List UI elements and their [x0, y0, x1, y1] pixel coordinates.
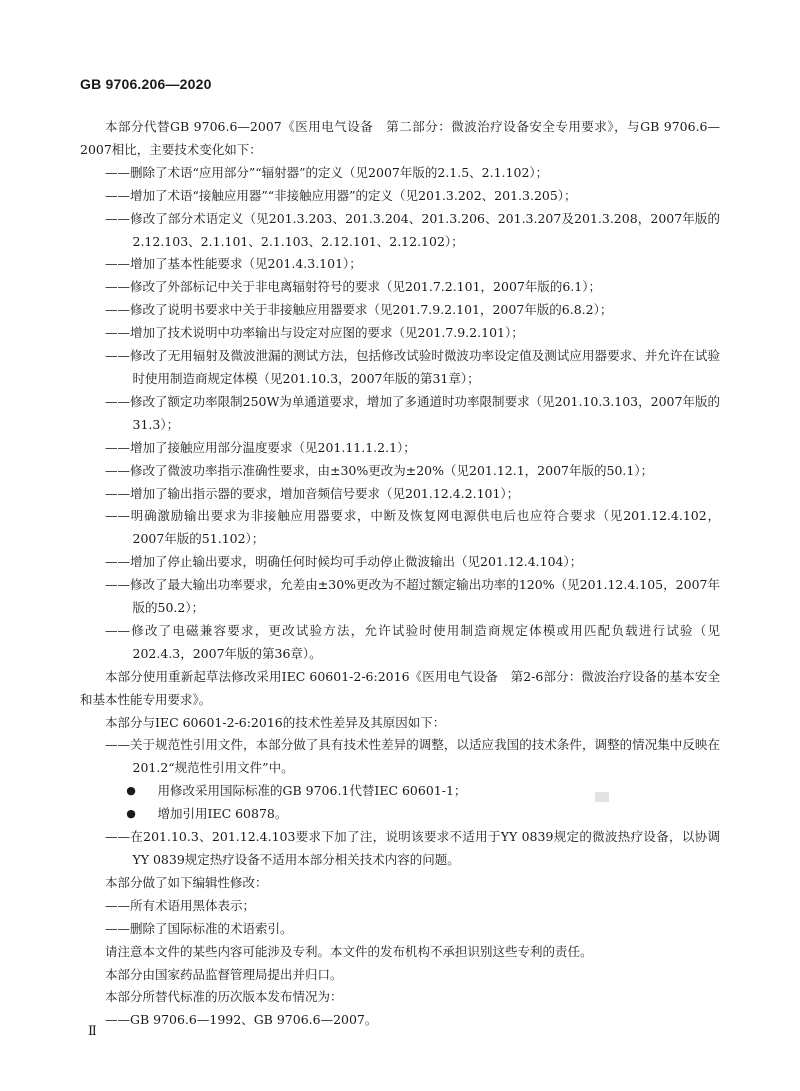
dash-mark: —— [105, 164, 130, 180]
change-item [80, 208, 720, 254]
dash-mark: —— [105, 325, 130, 341]
dash-mark: —— [105, 508, 130, 524]
change-item [80, 483, 720, 506]
editorial-item-text: 删除了国际标准的术语索引。 [130, 920, 293, 936]
change-item-text: 增加了接触应用部分温度要求（见201.11.1.2.1）； [130, 439, 416, 455]
change-item-text: 修改了说明书要求中关于非接触应用器要求（见201.7.9.2.101，2007年版的6.8.2）； [130, 302, 613, 318]
dash-mark: —— [105, 210, 130, 226]
diff-intro: 本部分与IEC 60601-2-6:2016的技术性差异及其原因如下： [105, 714, 446, 730]
foreword-body [80, 116, 720, 1032]
change-item [80, 391, 720, 437]
diff-bullet-item [80, 780, 720, 803]
dash-mark: —— [105, 577, 130, 593]
change-item-text: 增加了技术说明中功率输出与设定对应图的要求（见201.7.9.2.101）； [130, 325, 524, 341]
page-number: Ⅱ [88, 1024, 97, 1039]
standard-code: GB 9706.206—2020 [80, 76, 212, 92]
dash-mark: —— [105, 302, 130, 318]
dash-mark: —— [105, 554, 130, 570]
change-item [80, 437, 720, 460]
change-item [80, 162, 720, 185]
change-item-text: 修改了电磁兼容要求，更改试验方法，允许试验时使用制造商规定体模或用匹配负载进行试验（见202.4.3，2007年版的第36章）。 [130, 622, 720, 661]
change-item [80, 276, 720, 299]
dash-mark: —— [105, 187, 130, 203]
dash-mark: —— [105, 622, 130, 638]
diff-bullets-list [80, 780, 720, 826]
dash-mark: —— [105, 920, 130, 936]
editorial-item [80, 895, 720, 918]
dash-mark: —— [105, 279, 130, 295]
foreword-intro: 本部分代替GB 9706.6—2007《医用电气设备 第二部分：微波治疗设备安全专用要求》，与GB 9706.6—2007相比，主要技术变化如下： [80, 119, 720, 157]
change-item-text: 修改了部分术语定义（见201.3.203、201.3.204、201.3.206、201.3.207及201.3.208，2007年版的2.12.103、2.1.101、2.1.103、2.12.101、2.12.102）； [130, 210, 720, 249]
dash-mark: —— [105, 256, 130, 272]
change-item [80, 185, 720, 208]
change-item [80, 299, 720, 322]
editorial-item [80, 918, 720, 941]
change-item [80, 253, 720, 276]
change-item-text: 增加了术语“接触应用器”“非接触应用器”的定义（见201.3.202、201.3.205）； [130, 187, 577, 203]
change-item-text: 修改了外部标记中关于非电离辐射符号的要求（见201.7.2.101，2007年版的6.1）； [130, 279, 601, 295]
change-item-text: 修改了额定功率限制250W为单通道要求，增加了多通道时功率限制要求（见201.10.3.103，2007年版的31.3）； [130, 393, 720, 432]
change-item-text: 增加了基本性能要求（见201.4.3.101）； [130, 256, 362, 272]
diff-item-text: 关于规范性引用文件，本部分做了具有技术性差异的调整，以适应我国的技术条件，调整的情况集中反映在201.2“规范性引用文件”中。 [130, 737, 720, 776]
diff-bullet-text: 增加引用IEC 60878。 [157, 806, 288, 822]
diff-bullet-text: 用修改采用国际标准的GB 9706.1代替IEC 60601-1； [157, 783, 467, 799]
change-item-text: 修改了最大输出功率要求，允差由±30%更改为不超过额定输出功率的120%（见201.12.4.105，2007年版的50.2）； [130, 577, 720, 616]
change-item-text: 删除了术语“应用部分”“辐射器”的定义（见2007年版的2.1.5、2.1.102）； [130, 164, 549, 180]
change-item-text: 明确激励输出要求为非接触应用器要求，中断及恢复网电源供电后也应符合要求（见201.12.4.102，2007年版的51.102）； [130, 508, 720, 547]
bullet-icon: ● [126, 784, 136, 798]
adoption-statement: 本部分使用重新起草法修改采用IEC 60601-2-6:2016《医用电气设备 第2-6部分：微波治疗设备的基本安全和基本性能专用要求》。 [80, 668, 720, 707]
editorial-item-text: 所有术语用黑体表示； [130, 897, 256, 913]
editorial-intro: 本部分做了如下编辑性修改： [105, 874, 268, 890]
bullet-icon: ● [126, 807, 136, 821]
change-item [80, 460, 720, 483]
editorial-list [80, 895, 720, 941]
history-item-text: GB 9706.6—1992、GB 9706.6—2007。 [130, 1012, 378, 1028]
dash-mark: —— [105, 897, 130, 913]
change-item [80, 551, 720, 574]
dash-mark: —— [105, 462, 130, 478]
history-intro: 本部分所替代标准的历次版本发布情况为： [105, 989, 343, 1005]
diff-item-text: 在201.10.3、201.12.4.103要求下加了注，说明该要求不适用于YY 0839规定的微波热疗设备，以协调YY 0839规定热疗设备不适用本部分相关技术内容的问题。 [130, 829, 720, 867]
change-item [80, 574, 720, 620]
change-item-text: 增加了输出指示器的要求，增加音频信号要求（见201.12.4.2.101）； [130, 485, 520, 501]
dash-mark: —— [105, 348, 130, 364]
diff-item [80, 734, 720, 780]
history-item [80, 1009, 720, 1032]
dash-mark: —— [105, 829, 130, 845]
changes-list [80, 162, 720, 666]
dash-mark: —— [105, 439, 130, 455]
change-item [80, 620, 720, 666]
dash-mark: —— [105, 737, 130, 753]
watermark-stamp [595, 792, 609, 802]
change-item-text: 增加了停止输出要求，明确任何时候均可手动停止微波输出（见201.12.4.104）； [130, 554, 583, 570]
dash-mark: —— [105, 1012, 130, 1028]
change-item-text: 修改了无用辐射及微波泄漏的测试方法，包括修改试验时微波功率设定值及测试应用器要求、并允许在试验时使用制造商规定体模（见201.10.3，2007年版的第31章）； [130, 348, 720, 386]
change-item [80, 322, 720, 345]
diff-item [80, 826, 720, 872]
change-item-text: 修改了微波功率指示准确性要求，由±30%更改为±20%（见201.12.1，2007年版的50.1）； [130, 462, 654, 478]
dash-mark: —— [105, 393, 130, 409]
dash-mark: —— [105, 485, 130, 501]
change-item [80, 505, 720, 551]
patent-note: 请注意本文件的某些内容可能涉及专利。本文件的发布机构不承担识别这些专利的责任。 [105, 943, 593, 959]
history-list [80, 1009, 720, 1032]
diff-bullet-item [80, 803, 720, 826]
authority-statement: 本部分由国家药品监督管理局提出并归口。 [105, 966, 343, 982]
change-item [80, 345, 720, 391]
